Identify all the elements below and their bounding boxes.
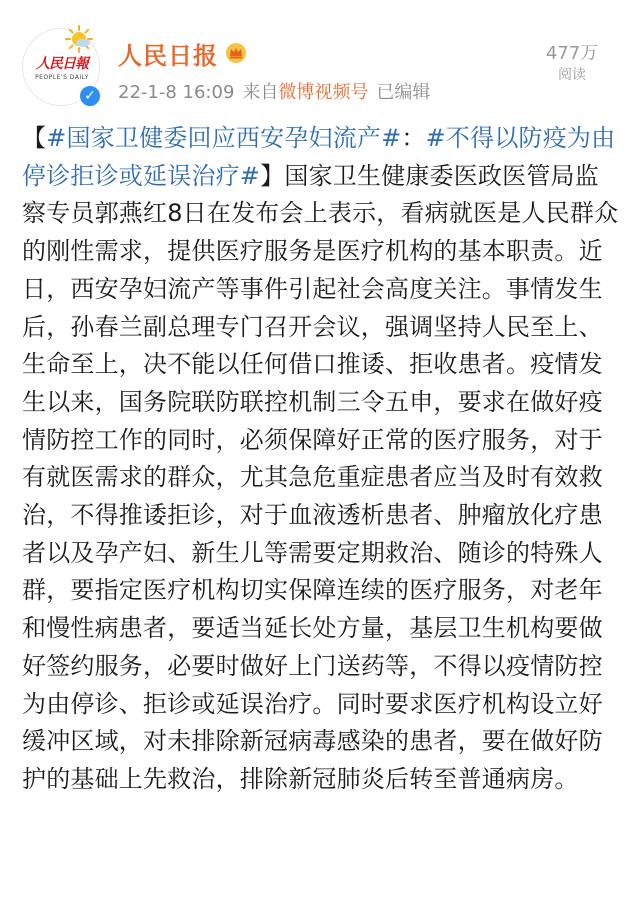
post-content [22, 120, 622, 799]
read-count-label: 阅读 [558, 67, 586, 83]
avatar-logo-text: 人民日報 [36, 56, 88, 72]
post-body-text: 国家卫生健康委医政医管局监察专员郭燕红8日在发布会上表示，看病就医是人民群众的刚性需求，提供医疗服务是医疗机构的基本职责。近日，西安孕妇流产等事件引起社会高度关注。事情发生后，孙春兰副总理专门召开会议，强调坚持人民至上、生命至上，决不能以任何借口推诿、拒收患者。疫情发生以来，国务院联防联控机制三令五申，要求在做好疫情防控工作的同时，必须保障好正常的医疗服务，对于有就医需求的群众，尤其急危重症患者应当及时有效救治，不得推诿拒诊，对于血液透析患者、肿瘤放化疗患者以及孕产妇、新生儿等需要定期救治、随诊的特殊人群，要指定医疗机构切实保障连续的医疗服务，对老年和慢性病患者，要适当延长处方量，基层卫生机构要做好签约服务，必要时做好上门送药等，不得以疫情防控为由停诊、拒诊或延误治疗。同时要求医疗机构设立好缓冲区域，对未排除新冠病毒感染的患者，要在做好防护的基础上先救治，排除新冠肺炎后转至普通病房。 [22, 161, 619, 793]
bracket-open: 【 [22, 124, 47, 152]
read-count [532, 44, 612, 84]
verified-icon: ✓ [78, 84, 102, 108]
crown-icon[interactable] [225, 42, 247, 64]
bracket-close: 】 [260, 161, 285, 190]
post-header [0, 0, 640, 118]
edited-label[interactable]: 已编辑 [376, 82, 431, 103]
sun-icon [64, 24, 94, 54]
hashtag-link[interactable]: #不得以防疫为由停诊拒诊或延误治疗# [22, 124, 616, 190]
separator: ： [401, 124, 426, 152]
post-date: 22-1-8 16:09 [118, 82, 235, 103]
avatar-logo-sub: PEOPLE'S DAILY [35, 74, 89, 81]
read-count-value: 477万 [545, 43, 599, 64]
post-meta [118, 78, 430, 104]
hashtag-link[interactable]: #国家卫健委回应西安孕妇流产# [46, 124, 402, 152]
post-source[interactable]: 微博视频号 [278, 82, 369, 103]
user-name[interactable]: 人民日报 [118, 42, 218, 70]
from-prefix: 来自 [242, 82, 279, 103]
